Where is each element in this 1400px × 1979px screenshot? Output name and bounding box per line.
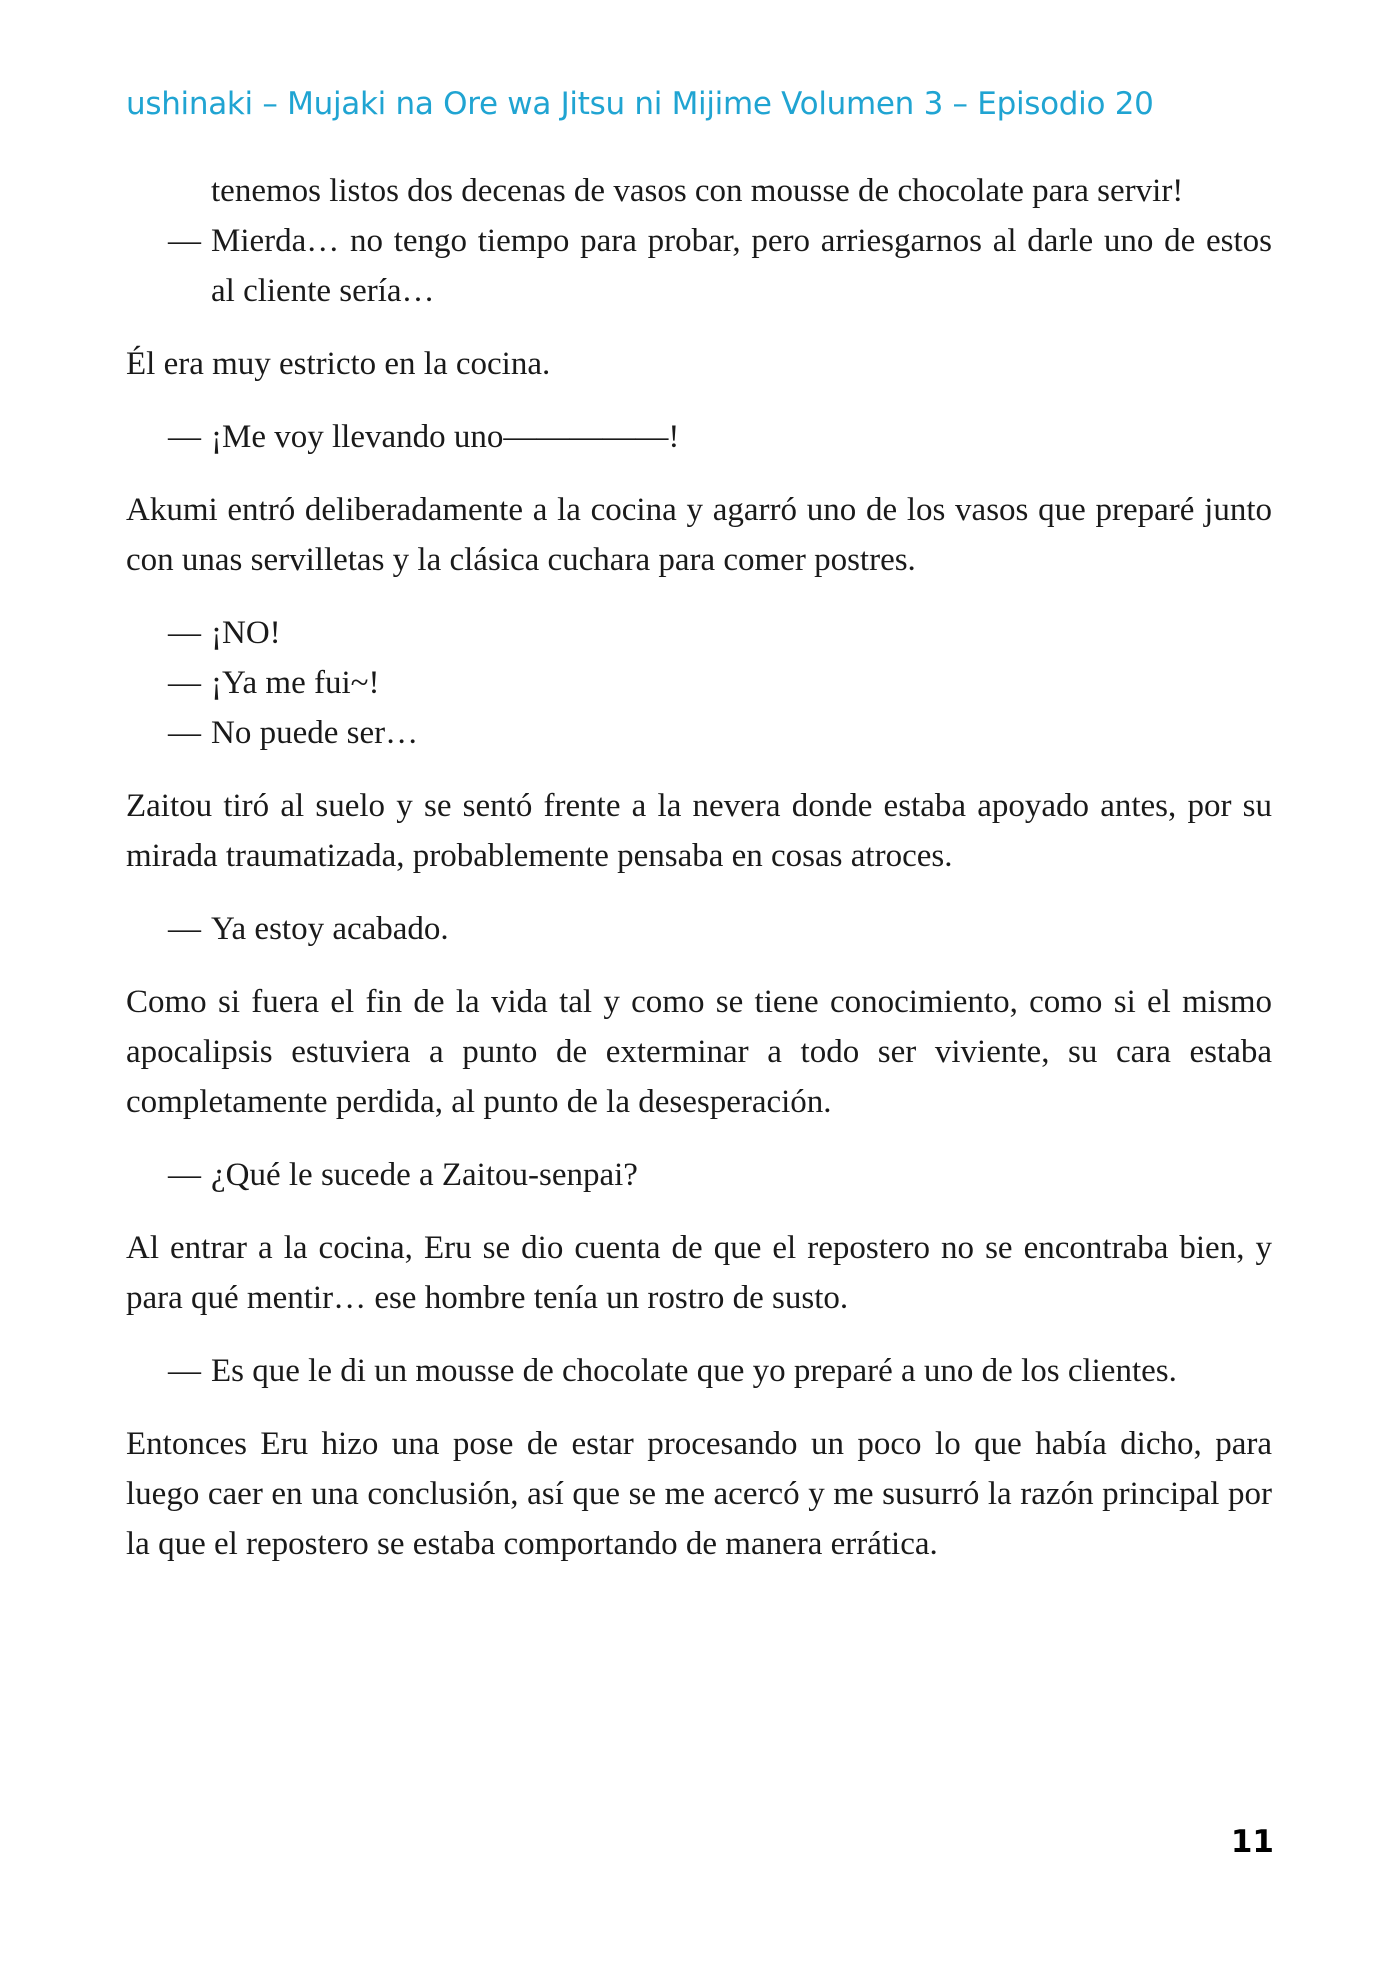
narration-paragraph: Zaitou tiró al suelo y se sentó frente a la nevera donde estaba apoyado antes, por su mirada traumatizada, probablemente pensaba en cosas atroces. [126, 788, 1272, 874]
dialogue-group [126, 904, 1272, 954]
dialogue-text: ¡Ya me fui~! [211, 665, 380, 701]
em-dash: — [168, 715, 201, 751]
dialogue-text: ¿Qué le sucede a Zaitou-senpai? [211, 1157, 638, 1193]
narration-paragraph: Como si fuera el fin de la vida tal y como se tiene conocimiento, como si el mismo apocalipsis estuviera a punto de exterminar a todo ser viviente, su cara estaba completamente perdida, al punto de la desesperación. [126, 984, 1272, 1120]
em-dash: — [168, 419, 201, 455]
dialogue-line [126, 658, 1272, 708]
dialogue-text: Mierda… no tengo tiempo para probar, pero arriesgarnos al darle uno de estos al cliente sería… [211, 223, 1272, 309]
dialogue-text: Ya estoy acabado. [211, 911, 449, 947]
dialogue-line [126, 708, 1272, 758]
dialogue-text: tenemos listos dos decenas de vasos con mousse de chocolate para servir! [211, 173, 1184, 209]
dialogue-text: Es que le di un mousse de chocolate que yo preparé a uno de los clientes. [211, 1353, 1177, 1389]
em-dash: — [168, 665, 201, 701]
em-dash: — [168, 911, 201, 947]
dialogue-text: No puede ser… [211, 715, 419, 751]
dialogue-line [126, 1150, 1272, 1200]
dialogue-line [126, 216, 1272, 316]
dialogue-group [126, 166, 1272, 316]
narration-paragraph: Akumi entró deliberadamente a la cocina y agarró uno de los vasos que preparé junto con unas servilletas y la clásica cuchara para comer postres. [126, 492, 1272, 578]
dialogue-group [126, 1346, 1272, 1396]
dialogue-text: ¡Me voy llevando uno—————! [211, 419, 680, 455]
dialogue-line [126, 608, 1272, 658]
narration-paragraph: Él era muy estricto en la cocina. [126, 346, 551, 382]
narration-paragraph: Entonces Eru hizo una pose de estar procesando un poco lo que había dicho, para luego caer en una conclusión, así que se me acercó y me susurró la razón principal por la que el repostero se estaba comportando de manera errática. [126, 1426, 1272, 1562]
em-dash: — [168, 1353, 201, 1389]
dialogue-group [126, 1150, 1272, 1200]
em-dash: — [168, 1157, 201, 1193]
page-body [126, 166, 1272, 1592]
dialogue-group [126, 608, 1272, 758]
dialogue-line-continued [126, 166, 1272, 216]
dialogue-text: ¡NO! [211, 615, 281, 651]
dialogue-line [126, 412, 1272, 462]
page-number: 11 [1230, 1824, 1274, 1860]
em-dash: — [168, 615, 201, 651]
em-dash: — [168, 223, 201, 259]
running-header: ushinaki – Mujaki na Ore wa Jitsu ni Mijime Volumen 3 – Episodio 20 [126, 86, 1154, 122]
dialogue-line [126, 1346, 1272, 1396]
dialogue-group [126, 412, 1272, 462]
narration-paragraph: Al entrar a la cocina, Eru se dio cuenta de que el repostero no se encontraba bien, y para qué mentir… ese hombre tenía un rostro de susto. [126, 1230, 1272, 1316]
dialogue-line [126, 904, 1272, 954]
